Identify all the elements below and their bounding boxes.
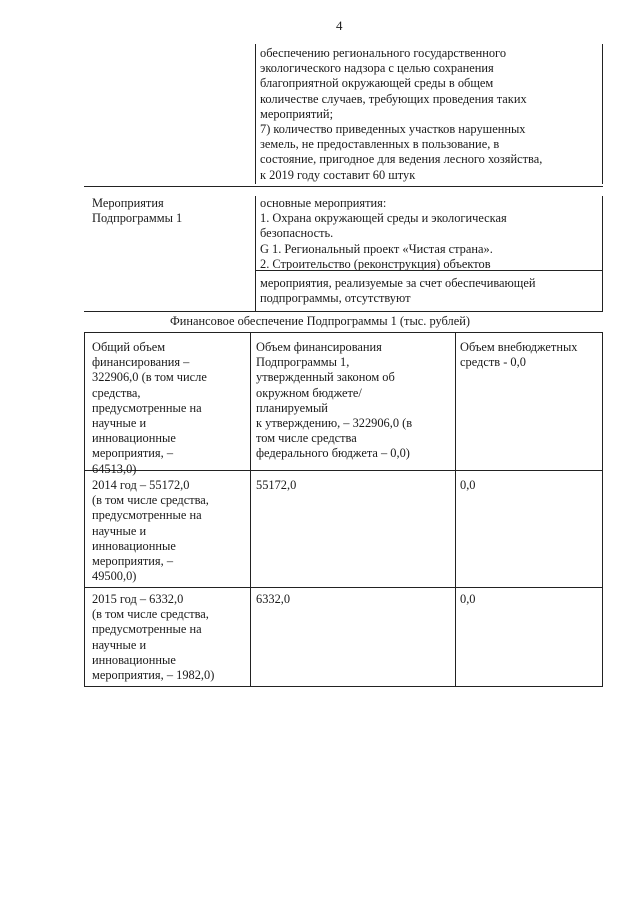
year-2015-budget-cell: 6332,0 — [256, 592, 291, 606]
extrabudget-financing-cell: Объем внебюджетных средств - 0,0 — [460, 340, 578, 370]
financing-table-left — [84, 332, 85, 686]
table-divider — [255, 196, 256, 312]
financing-row-divider — [84, 587, 603, 588]
financing-table-bottom — [84, 686, 603, 687]
financing-col-divider — [250, 332, 251, 686]
year-2014-budget-cell: 55172,0 — [256, 478, 297, 492]
table-border-right — [602, 196, 603, 312]
goal-indicators-text: обеспечению регионального государственного экологического надзора с целью сохранения благоприятной окружающей среды в общем количестве случаев, требующих проведения таких мероприятий; 7) количество приведенных участков нарушенных земель, не предоставленных в пользование, в состояние, пригодное для ведения лесного хозяйства, к 2019 году составит 60 штук — [260, 46, 543, 182]
table-divider — [255, 44, 256, 184]
year-2014-cell: 2014 год – 55172,0 (в том числе средства, предусмотренные на научные и инновационные мероприятия, – 49500,0) — [92, 478, 209, 584]
table-row-divider — [84, 311, 603, 312]
financing-col-divider — [455, 332, 456, 686]
page-number: 4 — [336, 18, 343, 33]
year-2014-extra-cell: 0,0 — [460, 478, 476, 492]
measures-label: Мероприятия Подпрограммы 1 — [92, 196, 183, 226]
table-row-divider — [256, 270, 603, 271]
main-measures-text: основные мероприятия: 1. Охрана окружающей среды и экологическая безопасность. G 1. Региональный проект «Чистая страна». 2. Строительство (реконструкция) объектов — [260, 196, 507, 271]
total-financing-cell: Общий объем финансирования – 322906,0 (в том числе средства, предусмотренные на научные и инновационные мероприятия, – 64513,0) — [92, 340, 207, 476]
table-border-right — [602, 44, 603, 184]
table-row-divider — [84, 186, 603, 187]
financing-title: Финансовое обеспечение Подпрограммы 1 (тыс. рублей) — [170, 314, 470, 328]
year-2015-extra-cell: 0,0 — [460, 592, 476, 606]
budget-financing-cell: Объем финансирования Подпрограммы 1, утвержденный законом об окружном бюджете/ планируемый к утверждению, – 322906,0 (в том числе средства федерального бюджета – 0,0) — [256, 340, 413, 461]
financing-table-right — [602, 332, 603, 686]
year-2015-cell: 2015 год – 6332,0 (в том числе средства, предусмотренные на научные и инновационные мероприятия, – 1982,0) — [92, 592, 215, 683]
financing-table-top — [84, 332, 603, 333]
funded-measures-text: мероприятия, реализуемые за счет обеспечивающей подпрограммы, отсутствуют — [260, 276, 536, 306]
